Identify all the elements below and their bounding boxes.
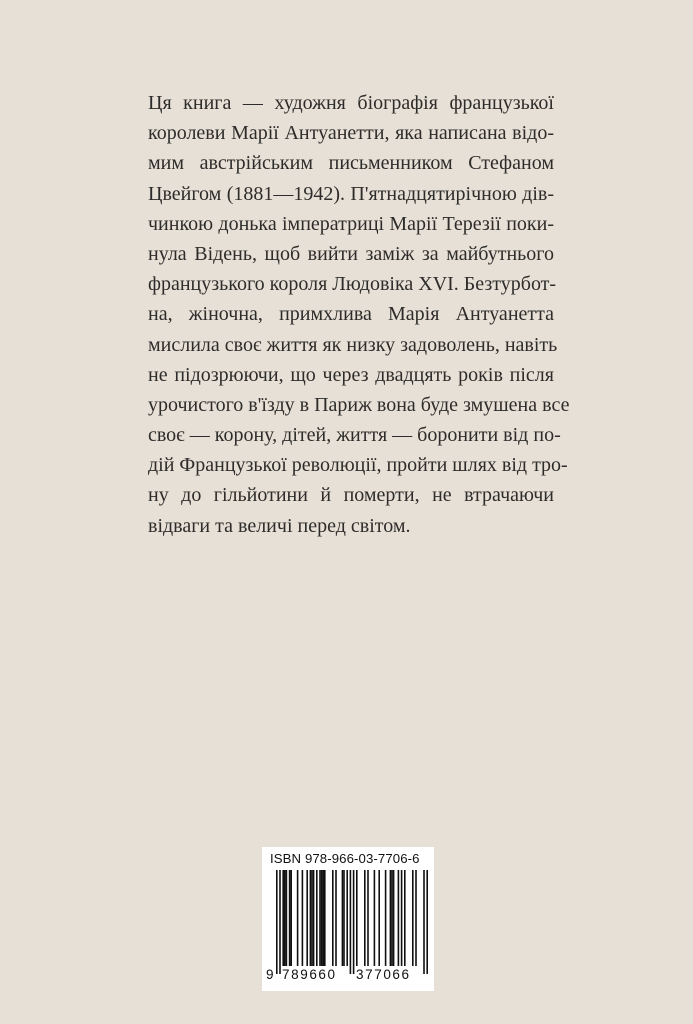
description-line: дій Французької революції, пройти шлях від тро- — [148, 454, 568, 477]
description-line: мим австрійським письменником Стефаном — [148, 152, 554, 175]
barcode-digit-first: 9 — [266, 967, 276, 982]
description-line: Ця книга — художня біографія французької — [148, 92, 554, 114]
description-line: мислила своє життя як низку задоволень, навіть — [148, 333, 558, 356]
description-line: Цвейгом (1881—1942). П'ятнадцятирічною дів- — [148, 182, 554, 205]
barcode-digits — [262, 967, 434, 987]
description-line: своє — корону, дітей, життя — боронити від по- — [148, 424, 561, 447]
book-description — [148, 88, 570, 541]
description-line: чинкою донька імператриці Марії Терезії поки- — [148, 212, 554, 235]
barcode-digits-right: 377066 — [356, 967, 411, 982]
description-line: французького короля Людовіка XVI. Безтурбот- — [148, 273, 557, 296]
description-line: королеви Марії Антуанетти, яка написана відо- — [148, 122, 554, 145]
description-line: нула Відень, щоб вийти заміж за майбутнього — [148, 242, 554, 265]
description-line: на, жіночна, примхлива Марія Антуанетта — [148, 303, 554, 326]
barcode-digits-left: 789660 — [282, 967, 337, 982]
isbn-label: ISBN 978-966-03-7706-6 — [270, 851, 420, 866]
isbn-barcode — [262, 847, 434, 991]
description-line: не підозрюючи, що через двадцять років після — [148, 363, 554, 386]
description-line: відваги та величі перед світом. — [148, 514, 411, 537]
description-line: урочистого в'їзду в Париж вона буде змушена все — [148, 393, 570, 416]
description-line: ну до гільйотини й померти, не втрачаючи — [148, 484, 554, 507]
